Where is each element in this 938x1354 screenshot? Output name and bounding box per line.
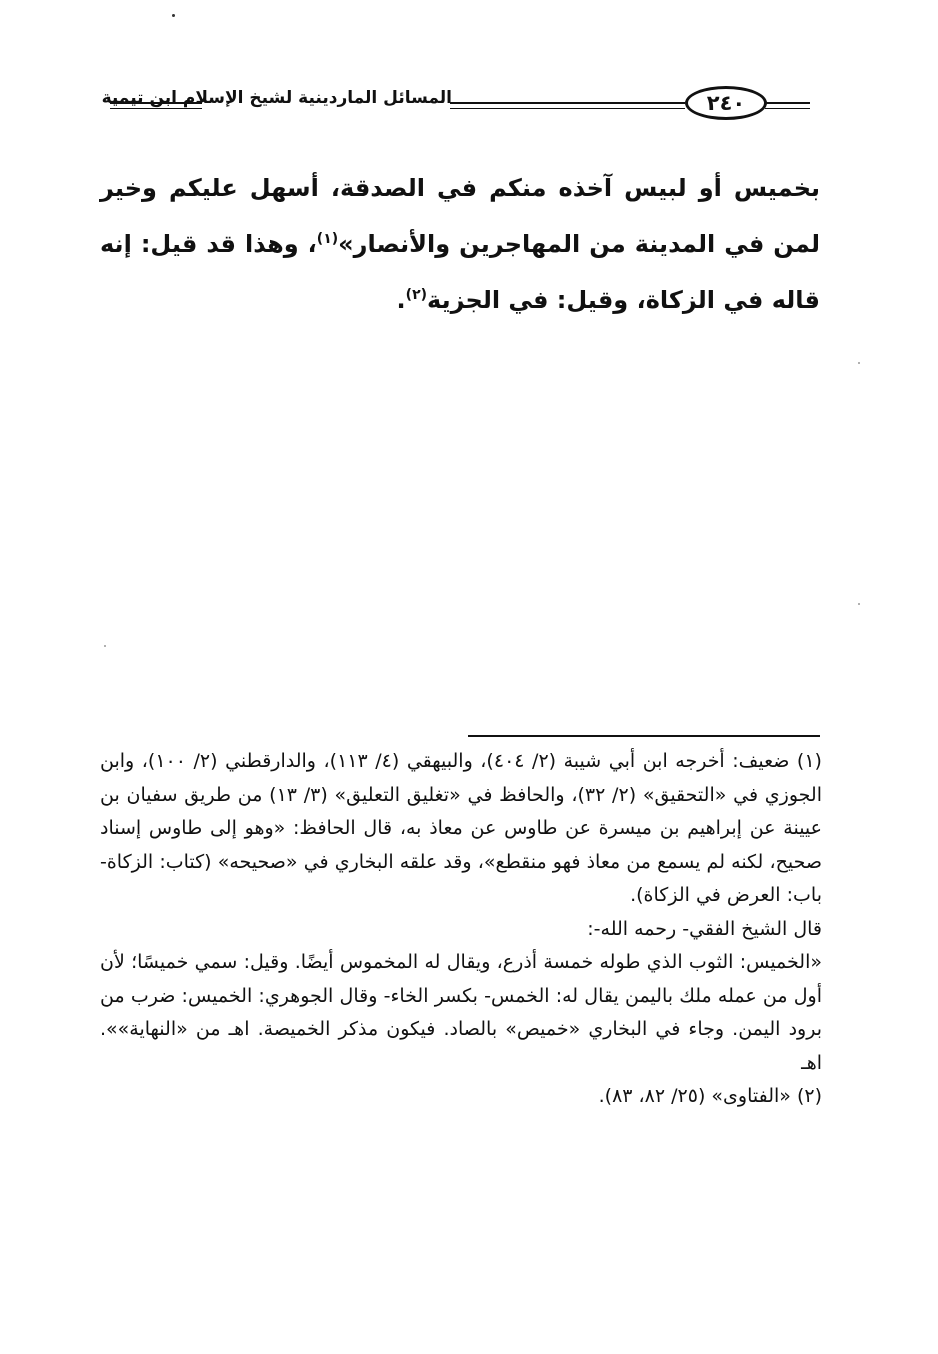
header-rule xyxy=(450,108,685,109)
scan-speck xyxy=(172,14,175,17)
scan-speck xyxy=(858,603,860,605)
page-number: ٢٤٠ xyxy=(685,86,767,120)
main-text-part: . xyxy=(396,286,406,314)
main-text-part: ، وهذا قد قيل: إنه قاله في الزكاة، وقيل: في الجزية xyxy=(100,230,820,314)
scan-speck xyxy=(104,645,106,647)
footnote-ref-1[interactable]: (١) xyxy=(316,231,339,247)
footnote-1-sheikh-note: «الخميس: الثوب الذي طوله خمسة أذرع، ويقال له المخموس أيضًا. وقيل: سمي خميسًا؛ لأن أول من عمله ملك باليمن يقال له: الخمس- بكسر الخاء- وقال الجوهري: الخميس: ضرب من برود اليمن. وجاء في البخاري «خميص» بالصاد. فيكون مذكر الخميصة. اهـ من «النهاية»». اهـ xyxy=(100,951,822,1074)
footnote-1-sheikh-intro: قال الشيخ الفقي- رحمه الله-: xyxy=(587,917,822,940)
running-header xyxy=(100,82,820,126)
header-rule xyxy=(765,108,810,109)
scan-speck xyxy=(858,362,860,364)
header-rule xyxy=(110,108,202,109)
footnote-ref-2[interactable]: (٢) xyxy=(405,287,428,303)
main-text-part: بخميس أو لبيس آخذه منكم في الصدقة، أسهل عليكم وخير لمن في المدينة من المهاجرين والأنصار» xyxy=(100,174,821,258)
footnote-1: (١) ضعيف: أخرجه ابن أبي شيبة (٢/ ٤٠٤)، والبيهقي (٤/ ١١٣)، والدارقطني (٢/ ١٠٠)، وابن الجوزي في «التحقيق» (٢/ ٣٢)، والحافظ في «تغليق التعليق» (٣/ ١٣) من طريق سفيان بن عيينة عن إبراهيم بن ميسرة عن طاوس عن معاذ به، قال الحافظ: «وهو إلى طاوس إسناد صحيح، لكنه لم يسمع من معاذ فهو منقطع»، وقد علقه البخاري في «صحيحه» (كتاب: الزكاة- باب: العرض في الزكاة). xyxy=(100,750,822,906)
main-text xyxy=(100,160,820,328)
header-rule xyxy=(450,102,685,104)
footnote-separator xyxy=(468,735,820,737)
footnotes xyxy=(100,745,822,1114)
header-rule xyxy=(765,102,810,104)
main-paragraph xyxy=(100,160,820,328)
footnote-2: (٢) «الفتاوى» (٢٥/ ٨٢، ٨٣). xyxy=(598,1085,822,1107)
running-title: المسائل الماردينية لشيخ الإسلام ابن تيمية xyxy=(101,88,452,108)
